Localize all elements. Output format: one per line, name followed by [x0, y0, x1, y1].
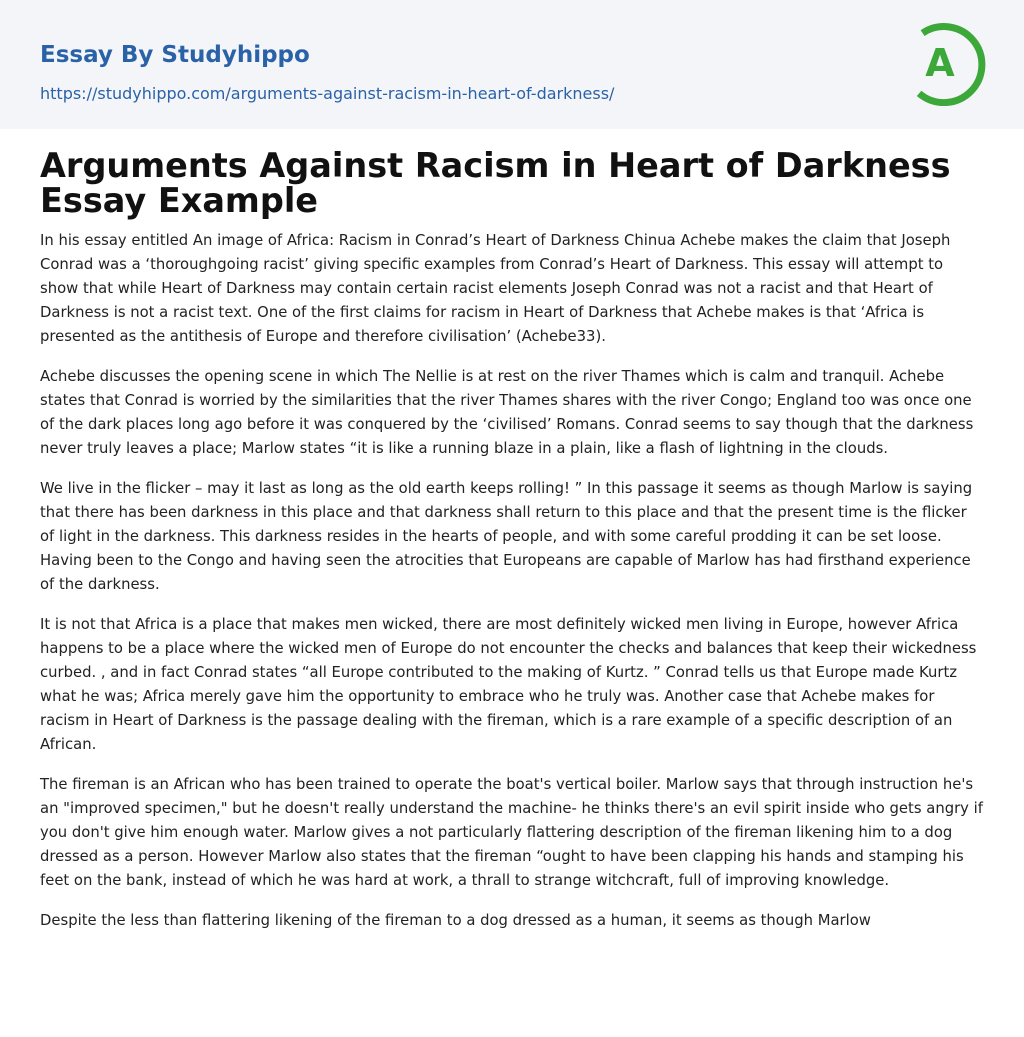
- studyhippo-logo-icon[interactable]: [912, 20, 986, 106]
- article-paragraph: In his essay entitled An image of Africa: Racism in Conrad’s Heart of Darkness Chinua Achebe makes the claim that Joseph Conrad was a ‘thoroughgoing racist’ giving specific examples from Conrad’s Heart of Darkness. This essay will attempt to show that while Heart of Darkness may contain certain racist elements Joseph Conrad was not a racist and that Heart of Darkness is not a racist text. One of the first claims for racism in Heart of Darkness that Achebe makes is that ‘Africa is presented as the antithesis of Europe and therefore civilisation’ (Achebe33).: [40, 232, 951, 345]
- article-paragraph: We live in the flicker – may it last as long as the old earth keeps rolling! ” In this passage it seems as though Marlow is saying that there has been darkness in this place and that darkness shall return to this place and that the present time is the flicker of light in the darkness. This darkness resides in the hearts of people, and with some careful prodding it can be set loose. Having been to the Congo and having seen the atrocities that Europeans are capable of Marlow has had firsthand experience of the darkness.: [40, 480, 973, 593]
- site-header: [0, 0, 1024, 129]
- article-paragraph: Achebe discusses the opening scene in which The Nellie is at rest on the river Thames which is calm and tranquil. Achebe states that Conrad is worried by the similarities that the river Thames shares with the river Congo; England too was once one of the dark places long ago before it was conquered by the ‘civilised’ Romans. Conrad seems to say though that the darkness never truly leaves a place; Marlow states “it is like a running blaze in a plain, like a flash of lightning in the clouds.: [40, 368, 974, 457]
- site-name[interactable]: Essay By Studyhippo: [40, 42, 310, 68]
- article-paragraph: Despite the less than flattering likening of the fireman to a dog dressed as a human, it seems as though Marlow: [40, 912, 871, 929]
- logo-letter: A: [925, 41, 955, 85]
- page-url-link[interactable]: https://studyhippo.com/arguments-against-racism-in-heart-of-darkness/: [40, 84, 615, 103]
- page-title: Arguments Against Racism in Heart of Darkness Essay Example: [40, 146, 951, 220]
- article-paragraph: It is not that Africa is a place that makes men wicked, there are most definitely wicked men living in Europe, however Africa happens to be a place where the wicked men of Europe do not encounter the checks and balances that keep their wickedness curbed. , and in fact Conrad states “all Europe contributed to the making of Kurtz. ” Conrad tells us that Europe made Kurtz what he was; Africa merely gave him the opportunity to embrace who he truly was. Another case that Achebe makes for racism in Heart of Darkness is the passage dealing with the fireman, which is a rare example of a specific description of an African.: [40, 616, 977, 753]
- article-paragraph: The fireman is an African who has been trained to operate the boat's vertical boiler. Marlow says that through instruction he's an "improved specimen," but he doesn't really understand the machine- he thinks there's an evil spirit inside who gets angry if you don't give him enough water. Marlow gives a not particularly flattering description of the fireman likening him to a dog dressed as a person. However Marlow also states that the fireman “ought to have been clapping his hands and stamping his feet on the bank, instead of which he was hard at work, a thrall to strange witchcraft, full of improving knowledge.: [40, 776, 983, 889]
- article-body: [40, 229, 984, 949]
